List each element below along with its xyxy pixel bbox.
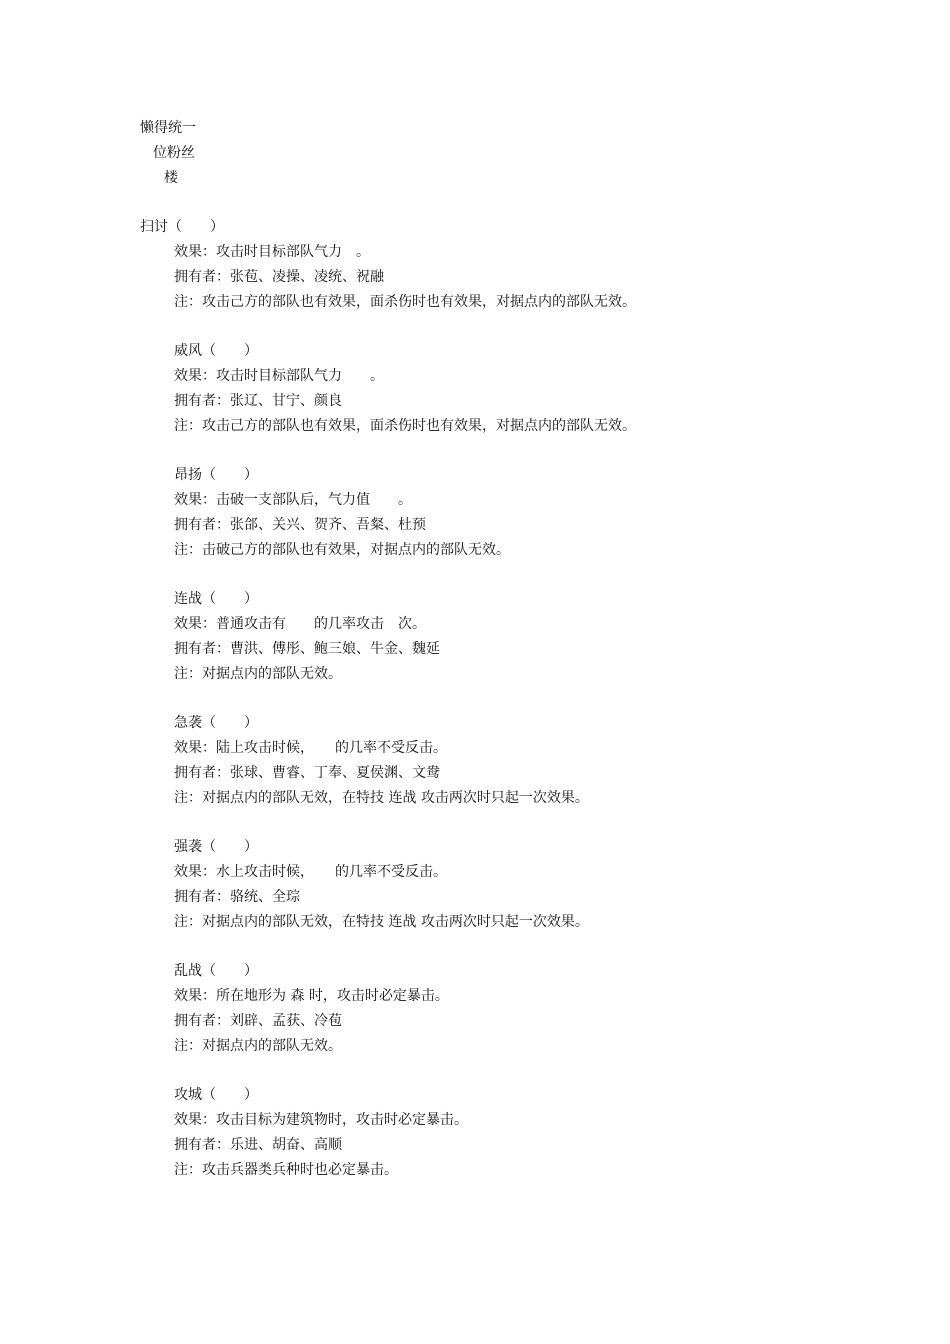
skill-owners: 拥有者：张辽、甘宁、颜良: [174, 393, 342, 409]
skill-entry: [140, 463, 900, 563]
skill-title: 连战（ ）: [174, 591, 258, 607]
document-header: [140, 116, 196, 191]
skill-title: 扫讨（ ）: [140, 219, 224, 235]
skill-note: 注：对据点内的部队无效，在特技 连战 攻击两次时只起一次效果。: [174, 790, 589, 806]
skill-title: 乱战（ ）: [174, 963, 258, 979]
skill-effect: 效果：陆上攻击时候， 的几率不受反击。: [174, 740, 447, 756]
skill-title: 昂扬（ ）: [174, 467, 258, 483]
skill-owners: 拥有者：刘辟、孟获、冷苞: [174, 1013, 342, 1029]
skill-effect: 效果：攻击目标为建筑物时，攻击时必定暴击。: [174, 1112, 468, 1128]
skill-effect: 效果：普通攻击有 的几率攻击 次。: [174, 616, 426, 632]
skill-title: 威风（ ）: [174, 343, 258, 359]
skill-entry: [140, 835, 900, 935]
skill-entry: [140, 339, 900, 439]
skill-note: 注：攻击己方的部队也有效果，面杀伤时也有效果，对据点内的部队无效。: [174, 294, 636, 310]
skill-title: 攻城（ ）: [174, 1087, 258, 1103]
skill-owners: 拥有者：乐进、胡奋、高顺: [174, 1137, 342, 1153]
skill-list: [140, 215, 900, 1207]
skill-effect: 效果：攻击时目标部队气力 。: [174, 244, 370, 260]
skill-effect: 效果：所在地形为 森 时，攻击时必定暴击。: [174, 988, 449, 1004]
skill-owners: 拥有者：骆统、全琮: [174, 889, 300, 905]
skill-note: 注：对据点内的部队无效。: [174, 1038, 342, 1054]
skill-effect: 效果：水上攻击时候， 的几率不受反击。: [174, 864, 447, 880]
skill-effect: 效果：攻击时目标部队气力 。: [174, 368, 384, 384]
skill-owners: 拥有者：曹洪、傅彤、鲍三娘、牛金、魏延: [174, 641, 440, 657]
skill-owners: 拥有者：张苞、凌操、凌统、祝融: [174, 269, 384, 285]
header-line-3: 楼: [164, 170, 178, 186]
skill-note: 注：对据点内的部队无效。: [174, 666, 342, 682]
skill-note: 注：攻击兵器类兵种时也必定暴击。: [174, 1162, 398, 1178]
skill-entry: [140, 959, 900, 1059]
skill-note: 注：攻击己方的部队也有效果，面杀伤时也有效果，对据点内的部队无效。: [174, 418, 636, 434]
skill-entry: [140, 587, 900, 687]
skill-title: 强袭（ ）: [174, 839, 258, 855]
skill-entry: [140, 711, 900, 811]
skill-effect: 效果：击破一支部队后，气力值 。: [174, 492, 412, 508]
skill-note: 注：击破己方的部队也有效果，对据点内的部队无效。: [174, 542, 510, 558]
skill-owners: 拥有者：张郃、关兴、贺齐、吾粲、杜预: [174, 517, 426, 533]
skill-entry: [140, 215, 900, 315]
header-line-2: 位粉丝: [153, 145, 195, 161]
skill-owners: 拥有者：张球、曹睿、丁奉、夏侯渊、文鸯: [174, 765, 440, 781]
skill-title: 急袭（ ）: [174, 715, 258, 731]
header-line-1: 懒得统一: [140, 120, 196, 136]
skill-entry: [140, 1083, 900, 1183]
skill-note: 注：对据点内的部队无效，在特技 连战 攻击两次时只起一次效果。: [174, 914, 589, 930]
